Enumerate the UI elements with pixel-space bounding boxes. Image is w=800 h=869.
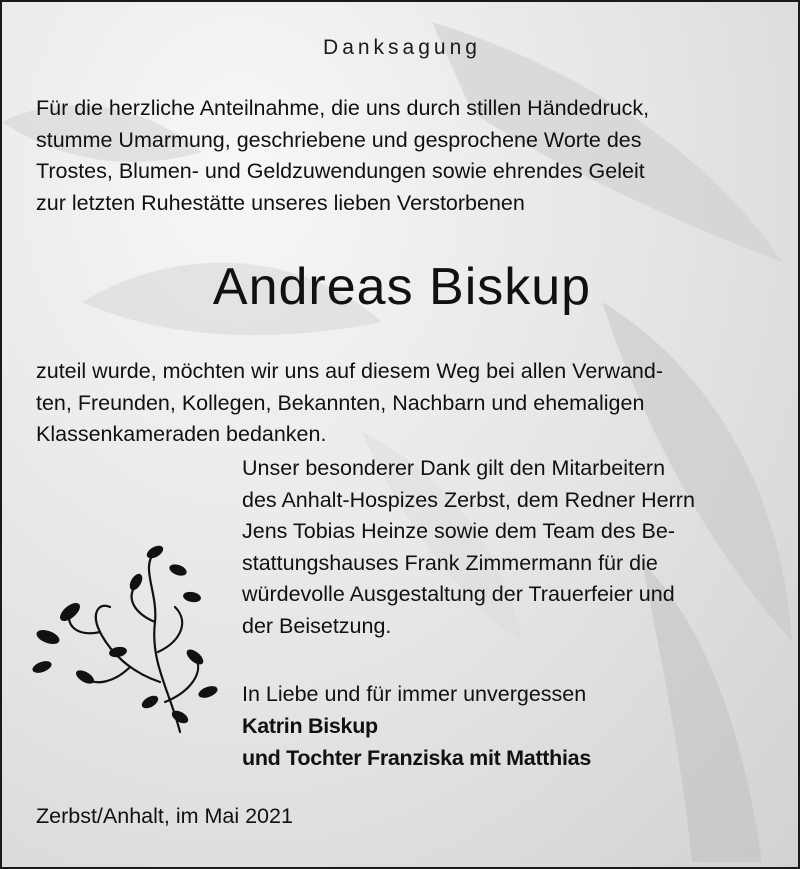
signer-primary: Katrin Biskup [242,714,378,738]
closing-block [242,678,768,774]
heading: Danksagung [323,36,481,59]
special-line: Jens Tobias Heinze sowie dem Team des Be- [242,519,676,543]
special-thanks-paragraph [242,453,768,642]
signer-secondary: und Tochter Franziska mit Matthias [242,746,591,770]
special-line: würdevolle Ausgestaltung der Trauerfeier und [242,582,675,606]
place-date: Zerbst/Anhalt, im Mai 2021 [36,804,293,828]
thanks-line: Klassenkameraden bedanken. [36,422,327,446]
intro-paragraph [36,93,768,219]
intro-line: Für die herzliche Anteilnahme, die uns durch stillen Händedruck, [36,96,650,120]
intro-line: stumme Umarmung, geschriebene und gesprochene Worte des [36,127,642,152]
special-line: der Beisetzung. [242,613,392,638]
intro-line: Trostes, Blumen- und Geldzuwendungen sowie ehrendes Geleit [36,159,645,183]
thanks-paragraph [36,356,768,451]
text-content [2,2,800,869]
thanks-line: zuteil wurde, möchten wir uns auf diesem Weg bei allen Verwand- [36,359,664,383]
thanks-line: ten, Freunden, Kollegen, Bekannten, Nachbarn und ehemaligen [36,390,645,415]
special-line: stattungshauses Frank Zimmermann für die [242,550,658,575]
closing-phrase: In Liebe und für immer unvergessen [242,682,587,706]
special-line: Unser besonderer Dank gilt den Mitarbeitern [242,456,666,480]
intro-line: zur letzten Ruhestätte unseres lieben Verstorbenen [36,190,525,215]
special-line: des Anhalt-Hospizes Zerbst, dem Redner Herrn [242,487,695,512]
deceased-name: Andreas Biskup [212,258,592,316]
